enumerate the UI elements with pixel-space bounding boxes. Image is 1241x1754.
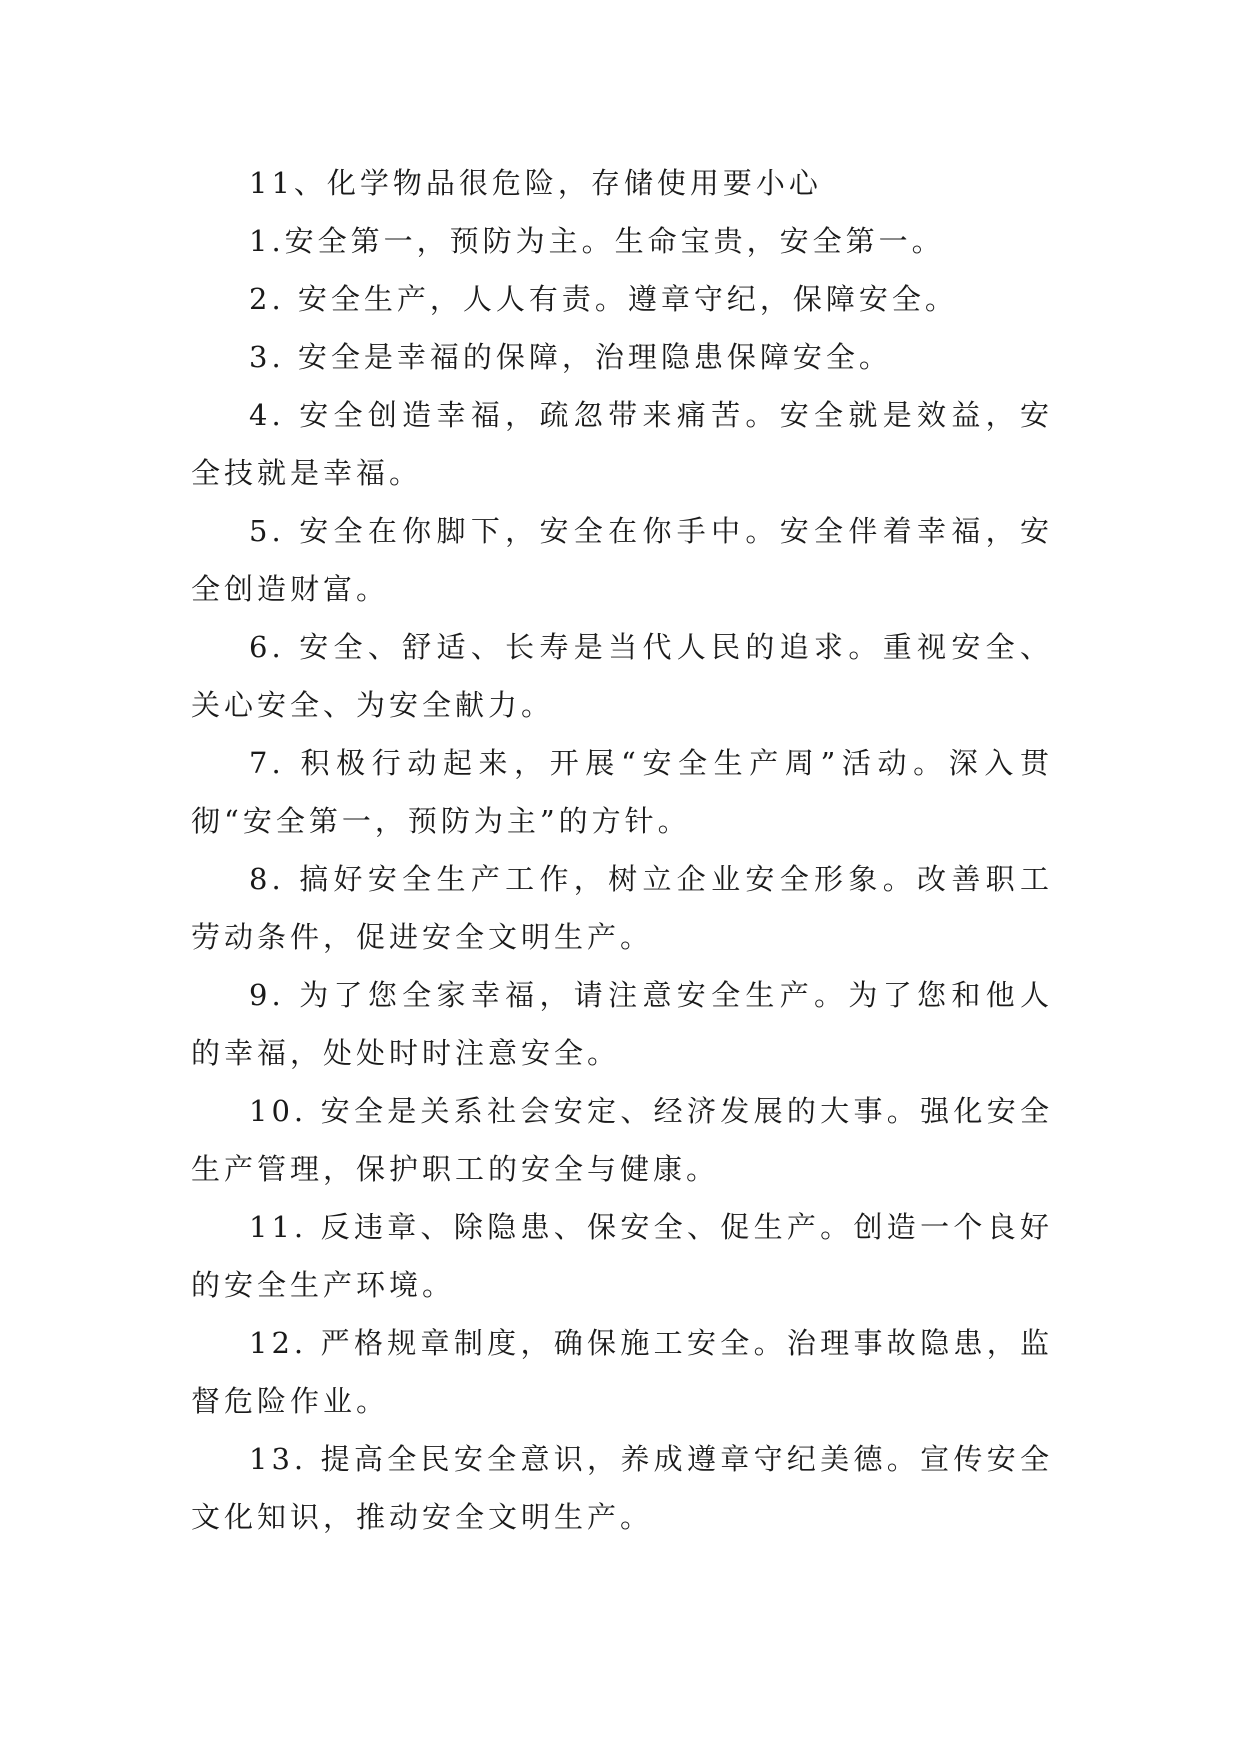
slogan-paragraph-3: 3. 安全是幸福的保障，治理隐患保障安全。 xyxy=(249,340,892,374)
slogan-paragraph-2: 2. 安全生产，人人有责。遵章守纪，保障安全。 xyxy=(249,282,958,316)
slogan-paragraph-5: 5. 安全在你脚下，安全在你手中。安全伴着幸福，安全创造财富。 xyxy=(191,514,1053,606)
slogan-paragraph-6: 6. 安全、舒适、长寿是当代人民的追求。重视安全、关心安全、为安全献力。 xyxy=(191,630,1053,722)
slogan-paragraph-1: 1.安全第一，预防为主。生命宝贵，安全第一。 xyxy=(249,224,945,258)
slogan-paragraph-11: 11. 反违章、除隐患、保安全、促生产。创造一个良好的安全生产环境。 xyxy=(191,1210,1053,1302)
slogan-paragraph-12: 12. 严格规章制度，确保施工安全。治理事故隐患，监督危险作业。 xyxy=(191,1326,1053,1418)
slogan-paragraph-9: 9. 为了您全家幸福，请注意安全生产。为了您和他人的幸福，处处时时注意安全。 xyxy=(191,978,1053,1070)
slogan-paragraph-10: 10. 安全是关系社会安定、经济发展的大事。强化安全生产管理，保护职工的安全与健康。 xyxy=(191,1094,1053,1186)
paragraph-heading-item-11: 11、化学物品很危险，存储使用要小心 xyxy=(249,166,822,200)
slogan-paragraph-7: 7. 积极行动起来，开展“安全生产周”活动。深入贯彻“安全第一，预防为主”的方针。 xyxy=(191,746,1053,838)
slogan-paragraph-13: 13. 提高全民安全意识，养成遵章守纪美德。宣传安全文化知识，推动安全文明生产。 xyxy=(191,1442,1053,1534)
slogan-paragraph-8: 8. 搞好安全生产工作，树立企业安全形象。改善职工劳动条件，促进安全文明生产。 xyxy=(191,862,1053,954)
document-body xyxy=(191,154,1053,1546)
slogan-paragraph-4: 4. 安全创造幸福，疏忽带来痛苦。安全就是效益，安全技就是幸福。 xyxy=(191,398,1053,490)
